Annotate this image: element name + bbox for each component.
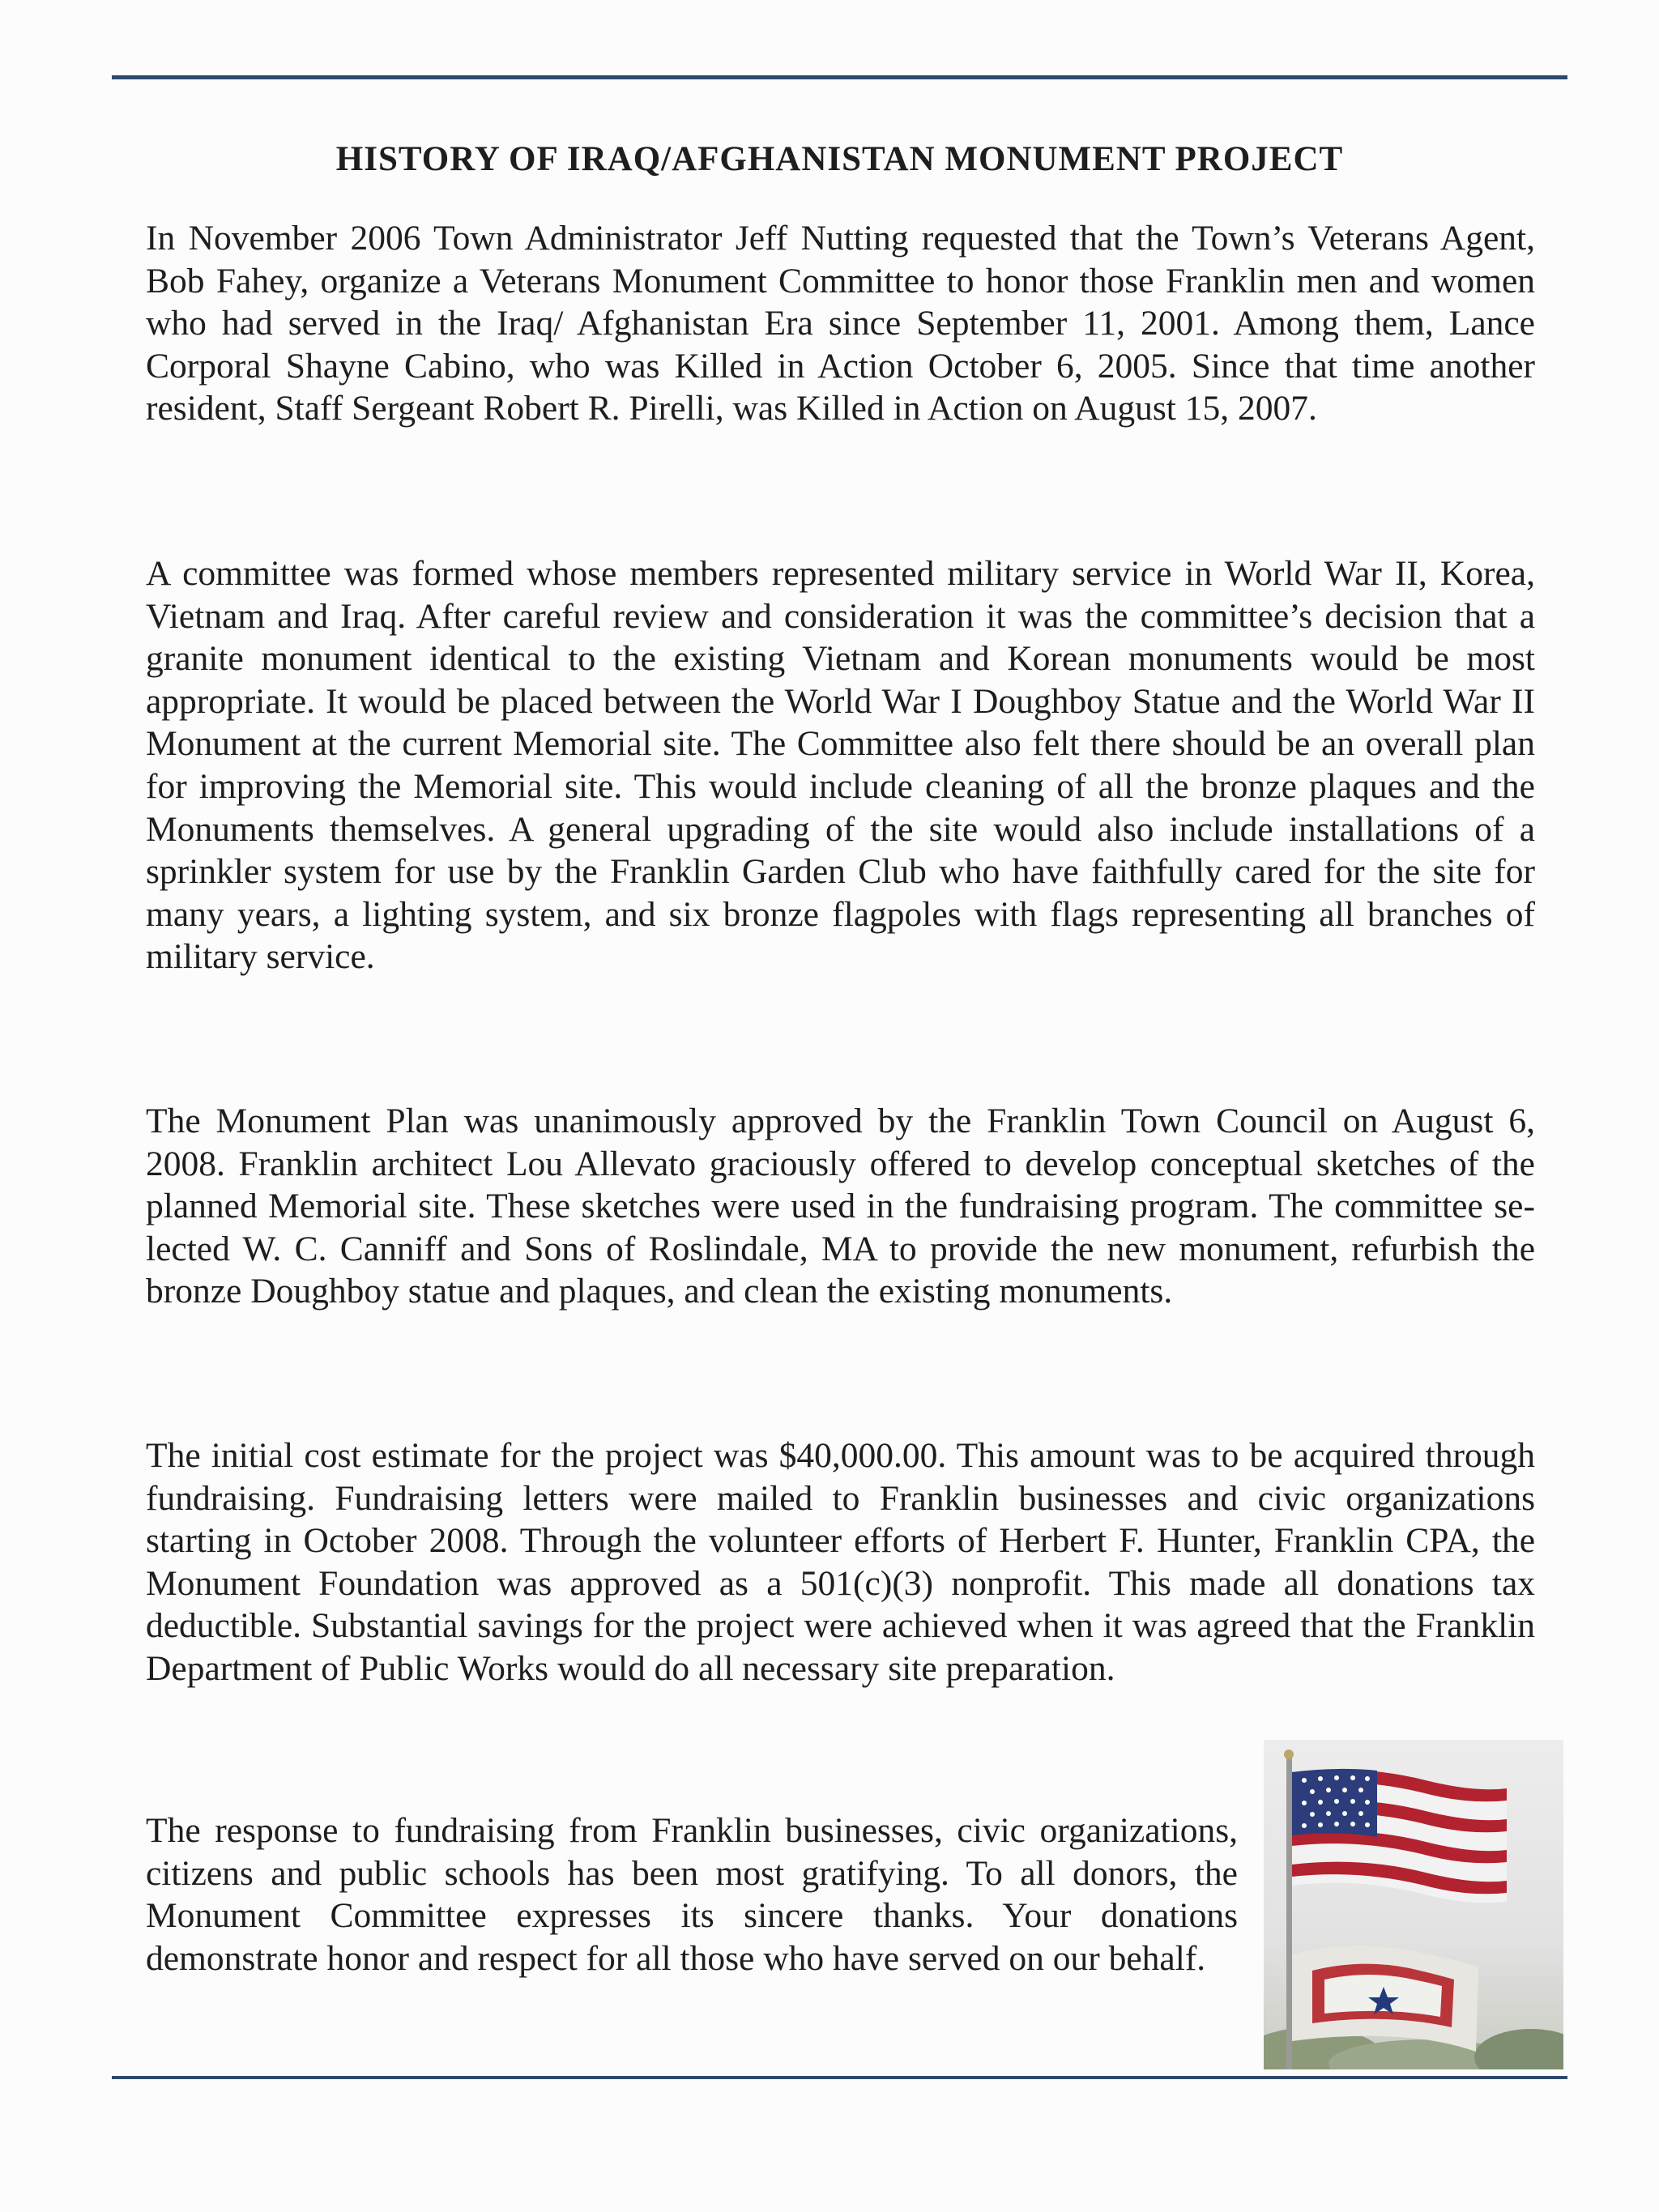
paragraph-3: The Monument Plan was unanimously approved by the Franklin Town Council on August 6, 2008. Franklin architect Lou Allevato graciously offered to develop conceptual sketches of the planned Memorial site. These sketches were used in the fundraising program. The committee selected W. C. Canniff and Sons of Roslindale, MA to provide the new monument, refurbish the bronze Doughboy statue and plaques, and clean the existing monuments. <box>146 1102 1535 1311</box>
flags-photo-icon <box>1264 1740 1563 2069</box>
top-rule <box>112 75 1567 79</box>
paragraph-2: A committee was formed whose members represented military service in World War II, Korea, Vietnam and Iraq. After careful review and consideration it was the committee’s decision that a granite monument identical to the existing Vietnam and Korean monuments would be most appropriate. It would be placed between the World War I Doughboy Statue and the World War II Monument at the current Memorial site. The Committee also felt there should be an overall plan for improving the Memorial site. This would include cleaning of all the bronze plaques and the Monuments themselves. A general upgrading of the site would also include installations of a sprinkler system for use by the Franklin Garden Club who have faithfully cared for the site for many years, a lighting system, and six bronze flagpoles with flags representing all branches of military service. <box>146 554 1535 977</box>
flags-photo <box>1264 1740 1563 2069</box>
paragraph-5: The response to fundraising from Franklin businesses, civic organizations, citizens and public schools has been most gratifying. To all donors, the Monument Committee expresses its sincere thanks. Your donations demonstrate honor and respect for all those who have served on our behalf. <box>146 1811 1238 1978</box>
paragraph-4: The initial cost estimate for the project was $40,000.00. This amount was to be acquired through fundraising. Fundraising letters were mailed to Franklin businesses and civic organizations starting in October 2008. Through the volunteer efforts of Herbert F. Hunter, Franklin CPA, the Monument Foundation was approved as a 501(c)(3) nonprofit. This made all donations tax deductible. Substantial savings for the project were achieved when it was agreed that the Franklin Department of Public Works would do all necessary site preparation. <box>146 1436 1535 1688</box>
paragraph-1: In November 2006 Town Administrator Jeff Nutting requested that the Town’s Veterans Agent, Bob Fahey, organize a Veterans Monument Committee to honor those Franklin men and women who had served in the Iraq/ Afghanistan Era since September 11, 2001. Among them, Lance Corporal Shayne Cabino, who was Killed in Action October 6, 2005. Since that time another resident, Staff Sergeant Robert R. Pirelli, was Killed in Action on August 15, 2007. <box>146 219 1535 428</box>
page-title: HISTORY OF IRAQ/AFGHANISTAN MONUMENT PROJECT <box>335 140 1344 178</box>
bottom-rule <box>112 2076 1567 2079</box>
